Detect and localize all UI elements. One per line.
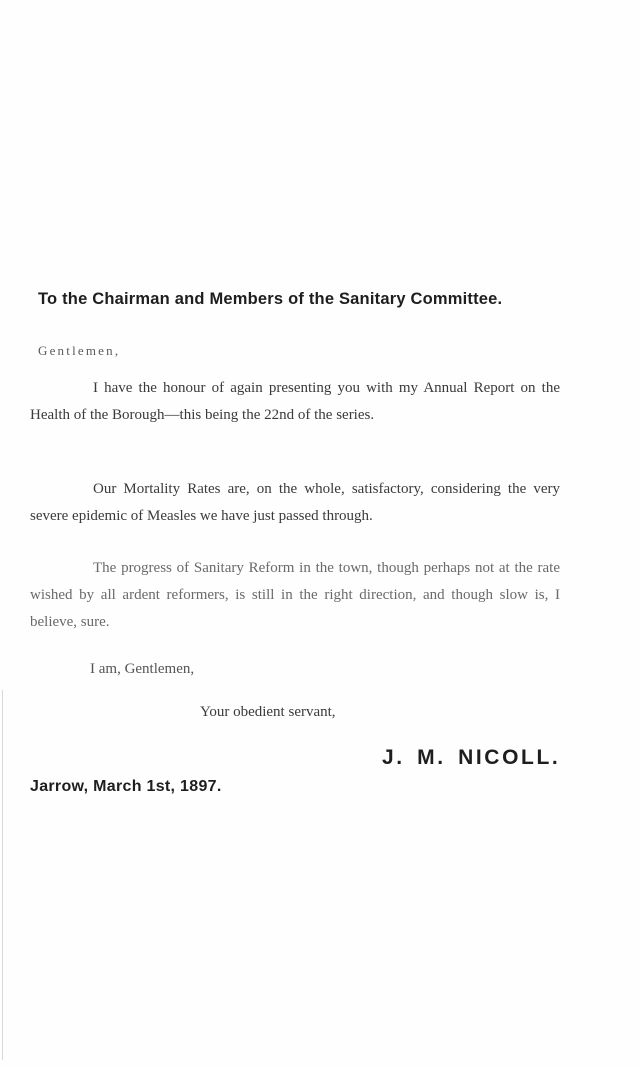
closing-line: I am, Gentlemen, [90, 661, 195, 677]
letter-heading: To the Chairman and Members of the Sanitary Committee. [38, 290, 503, 308]
paragraph-report: I have the honour of again presenting you with my Annual Report on the Health of the Borough—this being the 22nd of the series. [30, 380, 560, 423]
salutation: Gentlemen, [38, 343, 121, 358]
page-edge-line [2, 690, 3, 1060]
place-and-date: Jarrow, March 1st, 1897. [30, 778, 222, 795]
valediction: Your obedient servant, [200, 704, 336, 720]
paragraph-mortality: Our Mortality Rates are, on the whole, satisfactory, considering the very severe epidemic of Measles we have just passed through. [30, 481, 560, 524]
paragraph-sanitary-reform: The progress of Sanitary Reform in the town, though perhaps not at the rate wished by all ardent reformers, is still in the right direction, and though slow is, I believe, sure. [30, 560, 560, 630]
signature: J. M. NICOLL. [382, 746, 561, 769]
